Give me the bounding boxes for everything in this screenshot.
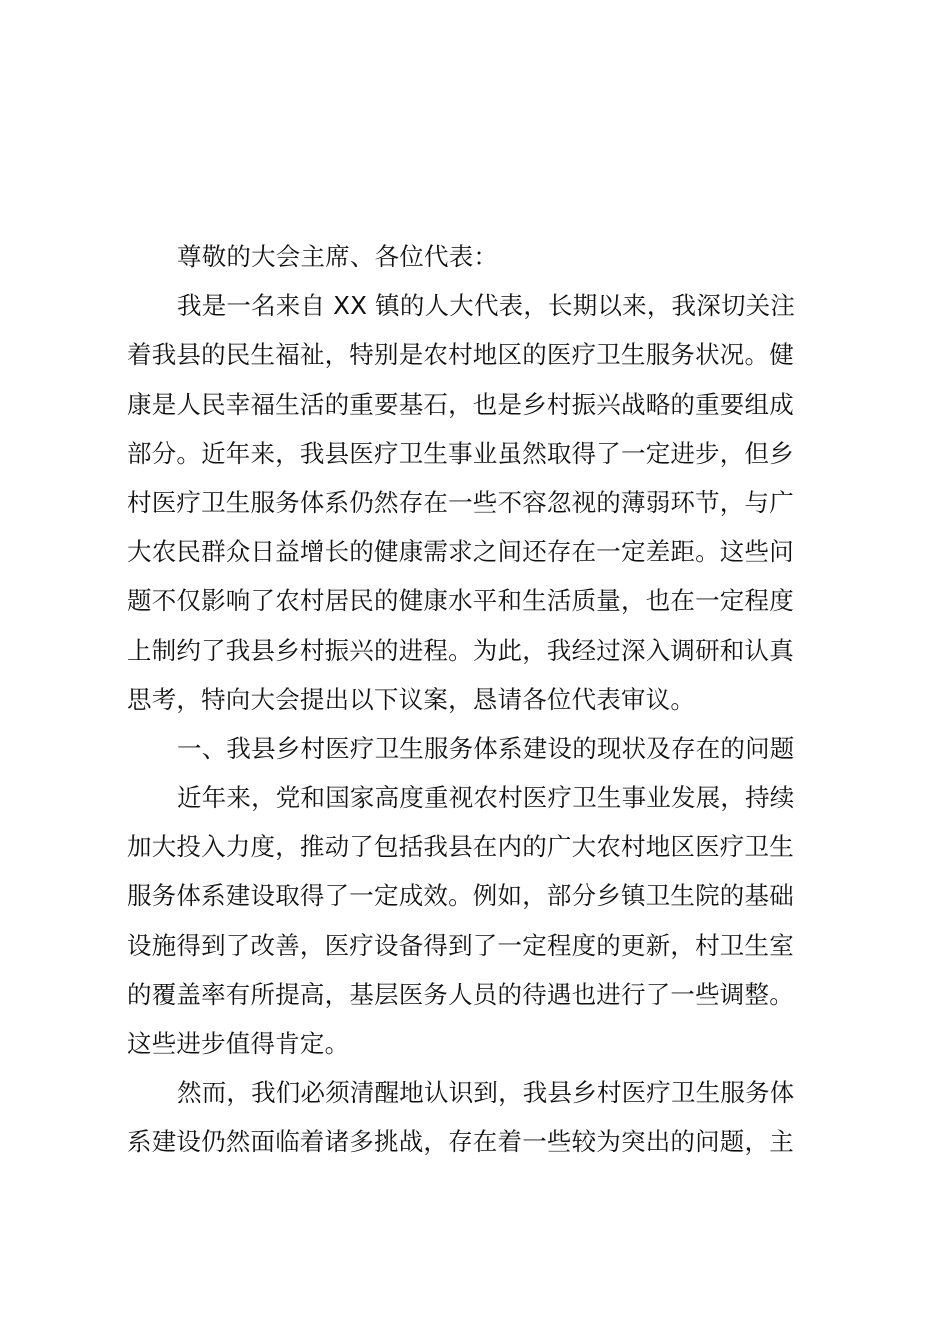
text-line: 的覆盖率有所提高，基层医务人员的待遇也进行了一些调整。	[127, 979, 794, 1009]
text-line: 上制约了我县乡村振兴的进程。为此，我经过深入调研和认真	[127, 635, 794, 665]
text-line: 近年来，党和国家高度重视农村医疗卫生事业发展，持续	[177, 783, 795, 813]
text-line: 题不仅影响了农村居民的健康水平和生活质量，也在一定程度	[127, 586, 794, 616]
text-line: 系建设仍然面临着诸多挑战，存在着一些较为突出的问题，主	[127, 1127, 794, 1157]
document-body	[127, 232, 833, 1167]
text-line: 一、我县乡村医疗卫生服务体系建设的现状及存在的问题	[177, 733, 795, 763]
text-line: 服务体系建设取得了一定成效。例如，部分乡镇卫生院的基础	[127, 881, 794, 911]
text-line: 思考，特向大会提出以下议案，恳请各位代表审议。	[127, 684, 696, 714]
text-line: 部分。近年来，我县医疗卫生事业虽然取得了一定进步，但乡	[127, 438, 794, 468]
text-line: 我是一名来自 XX 镇的人大代表，长期以来，我深切关注	[177, 291, 796, 321]
text-line: 村医疗卫生服务体系仍然存在一些不容忽视的薄弱环节，与广	[127, 487, 794, 517]
paragraph	[127, 773, 833, 1068]
paragraph	[127, 724, 833, 773]
text-line: 这些进步值得肯定。	[127, 1029, 350, 1058]
paragraph	[127, 1068, 833, 1166]
text-line: 着我县的民生福祉，特别是农村地区的医疗卫生服务状况。健	[127, 340, 794, 370]
text-line: 加大投入力度，推动了包括我县在内的广大农村地区医疗卫生	[127, 832, 794, 862]
paragraph	[127, 281, 833, 724]
text-line: 设施得到了改善，医疗设备得到了一定程度的更新，村卫生室	[127, 930, 794, 960]
paragraph	[127, 232, 833, 281]
text-line: 尊敬的大会主席、各位代表：	[177, 242, 499, 271]
text-line: 然而，我们必须清醒地认识到，我县乡村医疗卫生服务体	[177, 1078, 795, 1108]
text-line: 大农民群众日益增长的健康需求之间还存在一定差距。这些问	[127, 537, 794, 567]
text-line: 康是人民幸福生活的重要基石，也是乡村振兴战略的重要组成	[127, 389, 794, 419]
